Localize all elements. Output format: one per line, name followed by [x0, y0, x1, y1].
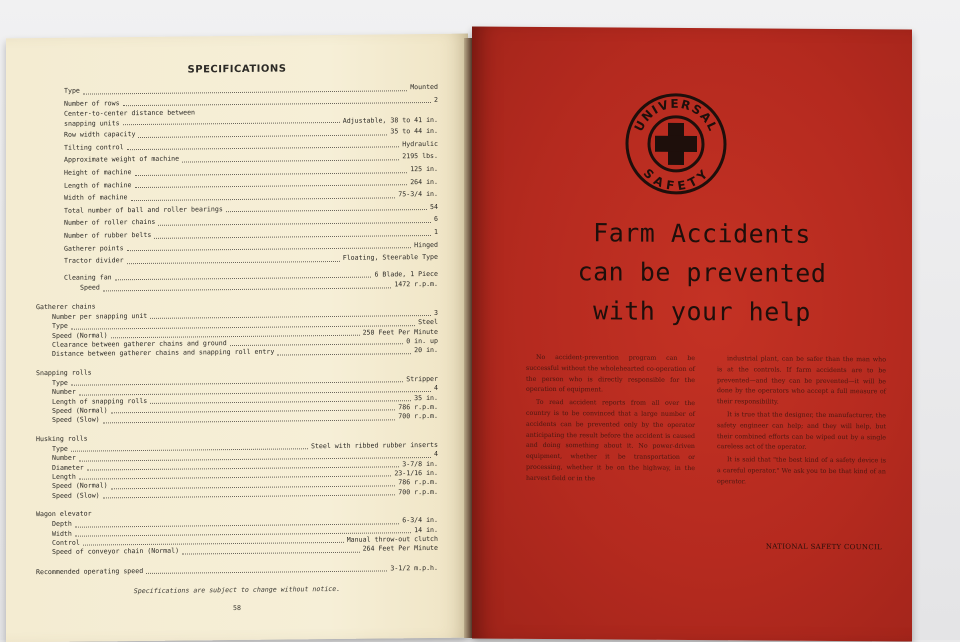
spec-row: Type Mounted [64, 82, 438, 95]
spec-sub-row: Control Manual throw-out clutch [52, 534, 438, 547]
spec-row: Height of machine 125 in. [64, 164, 438, 177]
spec-row: Tractor divider Floating, Steerable Type [64, 253, 438, 265]
spec-row: Number of roller chains 6 [64, 215, 438, 228]
headline-line: can be prevented [577, 257, 827, 288]
spec-sub-row: Speed (Slow) 700 r.p.m. [52, 412, 438, 425]
body-column-right [717, 354, 886, 491]
spec-sub-row: Clearance between gatherer chains and ground 0 in. up [52, 336, 438, 349]
spec-sub-row: Type Steel with ribbed rubber inserts [52, 440, 438, 453]
spec-group-title: Husking rolls [36, 434, 88, 443]
spec-row: snapping units Adjustable, 38 to 41 in. [64, 116, 438, 128]
page-title: SPECIFICATIONS [187, 63, 287, 76]
logo-text-top: UNIVERSAL [631, 96, 721, 135]
paragraph: industrial plant, can be safer than the man who is at the controls. If farm accidents are to be prevented—and they can be prevented—it will be done by the operators who accept a full measure of their responsibility. [717, 355, 886, 406]
spec-group-title: Wagon elevator [36, 509, 92, 519]
spec-group-title: Snapping rolls [36, 368, 92, 377]
spec-sub-row: Width 14 in. [52, 525, 438, 538]
spec-row: Length of machine 264 in. [64, 177, 438, 190]
spec-sub-row: Number 4 [52, 450, 438, 463]
spec-row: Number of rubber belts 1 [64, 227, 438, 240]
paragraph: It is true that the designer, the manufacturer, the safety engineer can help; and they will help, but their combined efforts can be wiped out by a single careless act of the operator. [717, 411, 886, 452]
spec-row: Recommended operating speed 3-1/2 m.p.h. [36, 563, 438, 576]
spec-row-label-line: Center-to-center distance between [64, 108, 196, 118]
universal-safety-logo-icon [624, 92, 728, 197]
footnote: Specifications are subject to change without notice. [133, 585, 341, 596]
body-column-left [526, 353, 695, 490]
spec-sub-row: Distance between gatherer chains and snapping roll entry 20 in. [52, 346, 438, 359]
paragraph: It is said that "the best kind of a safety device is a careful operator." We ask you to be that kind of an operator. [717, 456, 886, 486]
spec-sub-row: Speed (Normal) 250 Feet Per Minute [52, 327, 438, 340]
spec-sub-row: Type Stripper [52, 374, 438, 387]
spec-row: Gatherer points Hinged [64, 240, 438, 253]
spec-sub-row: Length 23-1/16 in. [52, 468, 438, 481]
spec-sub-row: Length of snapping rolls 35 in. [52, 393, 438, 406]
spec-sub-row: Speed of conveyor chain (Normal) 264 Feet Per Minute [52, 544, 438, 557]
spec-sub-row: Depth 6-3/4 in. [52, 516, 438, 529]
spec-row: Total number of ball and roller bearings 54 [64, 202, 438, 215]
safety-page [472, 26, 912, 641]
open-booklet [6, 28, 950, 640]
headline-line: Farm Accidents [593, 218, 811, 249]
spec-sub-row: Speed (Normal) 786 r.p.m. [52, 478, 438, 491]
page-number: 58 [233, 604, 241, 613]
headline [512, 213, 892, 333]
paragraph: To read accident reports from all over the country is to be convinced that a large number of accidents can be prevented only by the operator anticipating the result before the accident is caused and doing something about it. No power-driven equipment, whether it be transportation or processing, whether it be on the highway, in the harvest field or in the [526, 399, 695, 483]
spec-group-title: Gatherer chains [36, 302, 96, 311]
specifications-content [36, 62, 438, 615]
spec-sub-row: Speed (Normal) 786 r.p.m. [52, 402, 438, 415]
spec-row: Width of machine 75-3/4 in. [64, 190, 438, 202]
headline-line: with your help [593, 296, 811, 327]
paragraph: No accident-prevention program can be successful without the wholehearted co-operation of the person who is directly responsible for the operation of equipment. [526, 353, 695, 394]
spec-row: Approximate weight of machine 2195 lbs. [64, 152, 438, 165]
spec-row: Row width capacity 35 to 44 in. [64, 127, 438, 139]
spec-sub-row: Type Steel [52, 318, 438, 331]
signature: NATIONAL SAFETY COUNCIL [765, 542, 882, 552]
spec-row: Number of rows 2 [64, 95, 438, 108]
body-text [526, 353, 886, 491]
spec-sub-row: Diameter 3-7/8 in. [52, 459, 438, 472]
spec-row: Tilting control Hydraulic [64, 139, 438, 152]
spec-sub-row: Speed 1472 r.p.m. [80, 280, 438, 292]
spec-sub-row: Speed (Slow) 700 r.p.m. [52, 487, 438, 500]
spec-row: Cleaning fan 6 Blade, 1 Piece [64, 269, 438, 282]
spec-sub-row: Number 4 [52, 384, 438, 397]
specifications-page [6, 34, 468, 642]
spec-sub-row: Number per snapping unit 3 [52, 308, 438, 321]
logo-text-bottom: SAFETY [640, 166, 712, 194]
